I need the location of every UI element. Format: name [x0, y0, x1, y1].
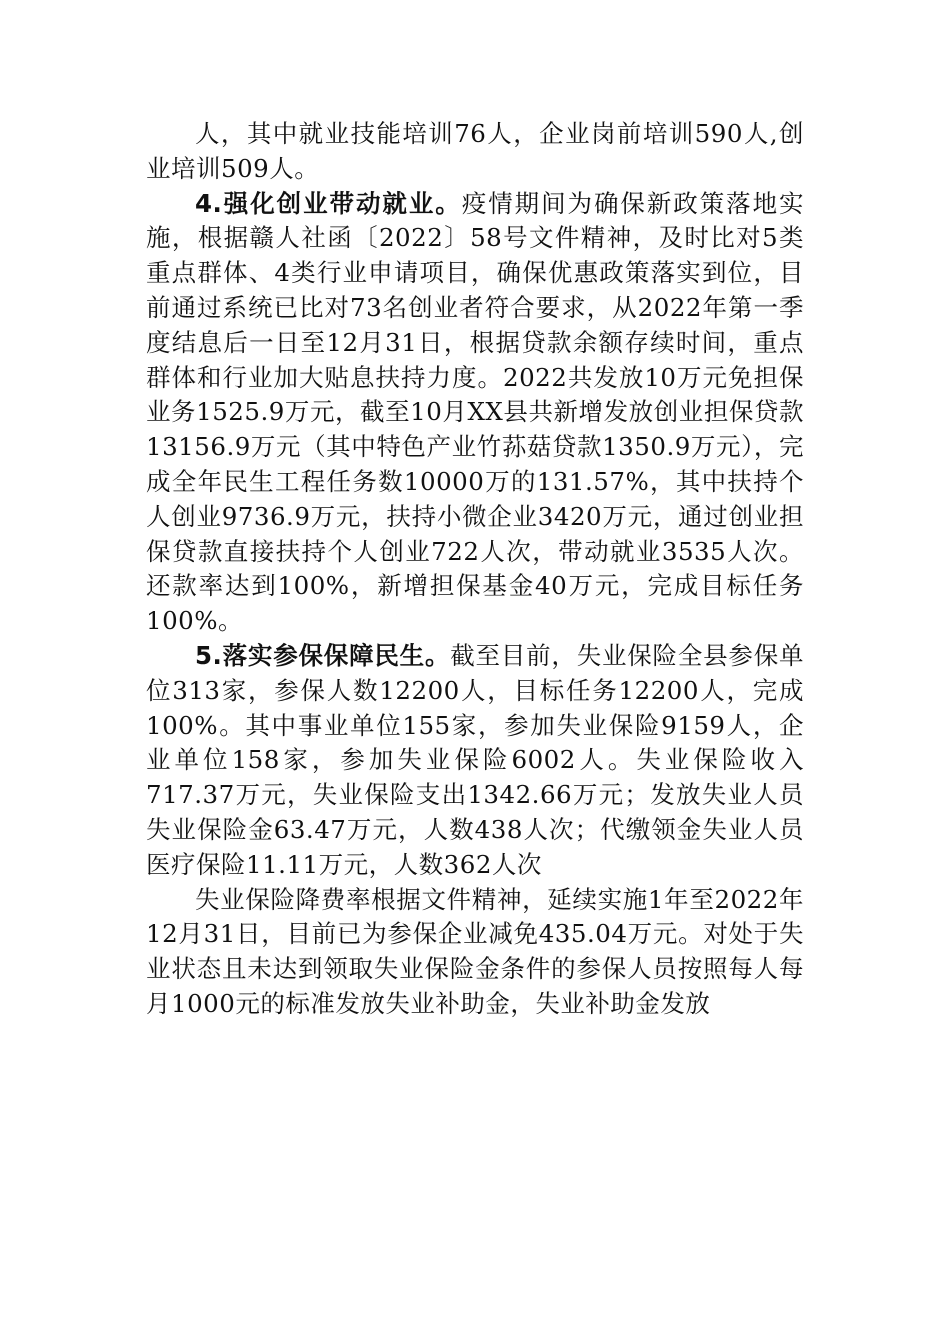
paragraph-entrepreneurship: [146, 187, 804, 639]
paragraph-body: 疫情期间为确保新政策落地实施，根据赣人社函〔2022〕58号文件精神，及时比对5类重点群体、4类行业申请项目，确保优惠政策落实到位，目前通过系统已比对73名创业者符合要求，从2022年第一季度结息后一日至12月31日，根据贷款余额存续时间，重点群体和行业加大贴息扶持力度。2022共发放10万元免担保业务1525.9万元，截至10月XX县共新增发放创业担保贷款13156.9万元（其中特色产业竹荪菇贷款1350.9万元），完成全年民生工程任务数10000万的131.57%，其中扶持个人创业9736.9万元，扶持小微企业3420万元，通过创业担保贷款直接扶持个人创业722人次，带动就业3535人次。还款率达到100%，新增担保基金40万元，完成目标任务100%。: [146, 188, 805, 636]
paragraph-body: 截至目前，失业保险全县参保单位313家，参保人数12200人，目标任务12200人，完成100%。其中事业单位155家，参加失业保险9159人，企业单位158家，参加失业保险6002人。失业保险收入717.37万元，失业保险支出1342.66万元；发放失业人员失业保险金63.47万元，人数438人次；代缴领金失业人员医疗保险11.11万元，人数362人次: [146, 640, 805, 879]
paragraph-body: 人，其中就业技能培训76人，企业岗前培训590人,创业培训509人。: [146, 119, 804, 183]
section-heading-entrepreneurship: 4.强化创业带动就业。: [195, 188, 462, 218]
paragraph-rate-reduction: [146, 883, 804, 1022]
section-heading-insurance: 5.落实参保保障民生。: [195, 640, 451, 670]
paragraph-training-continuation: [146, 117, 804, 187]
document-body: [146, 117, 804, 1022]
paragraph-body: 失业保险降费率根据文件精神，延续实施1年至2022年12月31日，目前已为参保企业减免435.04万元。对处于失业状态且未达到领取失业保险金条件的参保人员按照每人每月1000元的标准发放失业补助金，失业补助金发放: [146, 884, 804, 1018]
paragraph-insurance: [146, 639, 804, 883]
